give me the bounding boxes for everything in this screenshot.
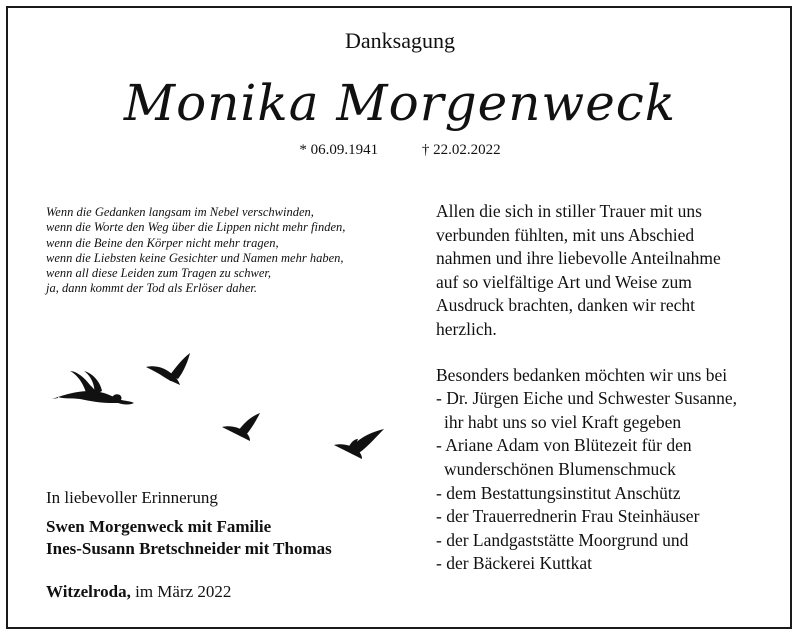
special-thanks-intro: Besonders bedanken möchten wir uns bei (436, 364, 728, 385)
thanks-line: Ausdruck brachten, danken wir recht (436, 295, 695, 316)
goose-icon (52, 371, 134, 405)
poem-line: wenn all diese Leiden zum Tragen zu schwer, (46, 266, 271, 281)
place-date (46, 582, 231, 602)
thanks-line: verbunden fühlten, mit uns Abschied (436, 224, 695, 245)
special-thanks-item: wunderschönen Blumenschmuck (444, 458, 676, 479)
thanks-line: auf so vielfältige Art und Weise zum (436, 271, 692, 292)
birth-date: * 06.09.1941 (299, 142, 379, 158)
family-signatures (46, 516, 332, 560)
special-thanks-item: - Dr. Jürgen Eiche und Schwester Susanne, (436, 388, 738, 409)
thanks-line: Allen die sich in stiller Trauer mit uns (436, 201, 702, 221)
special-thanks-item: - der Bäckerei Kuttkat (436, 553, 592, 574)
poem (46, 205, 426, 297)
special-thanks-item: - der Trauerrednerin Frau Steinhäuser (436, 506, 700, 527)
goose-icon (222, 413, 260, 441)
thanks-column (436, 200, 776, 576)
poem-line: ja, dann kommt der Tod als Erlöser daher. (46, 281, 258, 296)
goose-icon (146, 353, 190, 385)
special-thanks-item: - dem Bestattungsinstitut Anschütz (436, 482, 681, 503)
thanks-line: herzlich. (436, 318, 497, 339)
memory-line: In liebevoller Erinnerung (46, 488, 218, 507)
notice-heading: Danksagung (345, 28, 455, 53)
life-dates (0, 142, 800, 159)
poem-line: wenn die Beine den Körper nicht mehr tragen, (46, 235, 279, 250)
thanks-line: nahmen und ihre liebevolle Anteilnahme (436, 248, 721, 269)
poem-line: wenn die Liebsten keine Gesichter und Namen mehr haben, (46, 250, 344, 265)
paragraph-spacer (436, 342, 776, 364)
family-line: Swen Morgenweck mit Familie (46, 517, 272, 536)
special-thanks-item: ihr habt uns so viel Kraft gegeben (444, 411, 682, 432)
poem-line: wenn die Worte den Weg über die Lippen nicht mehr finden, (46, 220, 346, 235)
flying-geese-illustration (50, 345, 400, 470)
deceased-name: Monika Morgenweck (123, 74, 677, 132)
family-line: Ines-Susann Bretschneider mit Thomas (46, 539, 332, 558)
death-date: † 22.02.2022 (421, 142, 501, 158)
poem-line: Wenn die Gedanken langsam im Nebel verschwinden, (46, 205, 314, 219)
place-town: Witzelroda, (46, 582, 131, 601)
goose-icon (334, 429, 384, 459)
special-thanks-item: - der Landgaststätte Moorgrund und (436, 529, 689, 550)
special-thanks-item: - Ariane Adam von Blütezeit für den (436, 435, 692, 456)
place-month: im März 2022 (135, 582, 232, 601)
